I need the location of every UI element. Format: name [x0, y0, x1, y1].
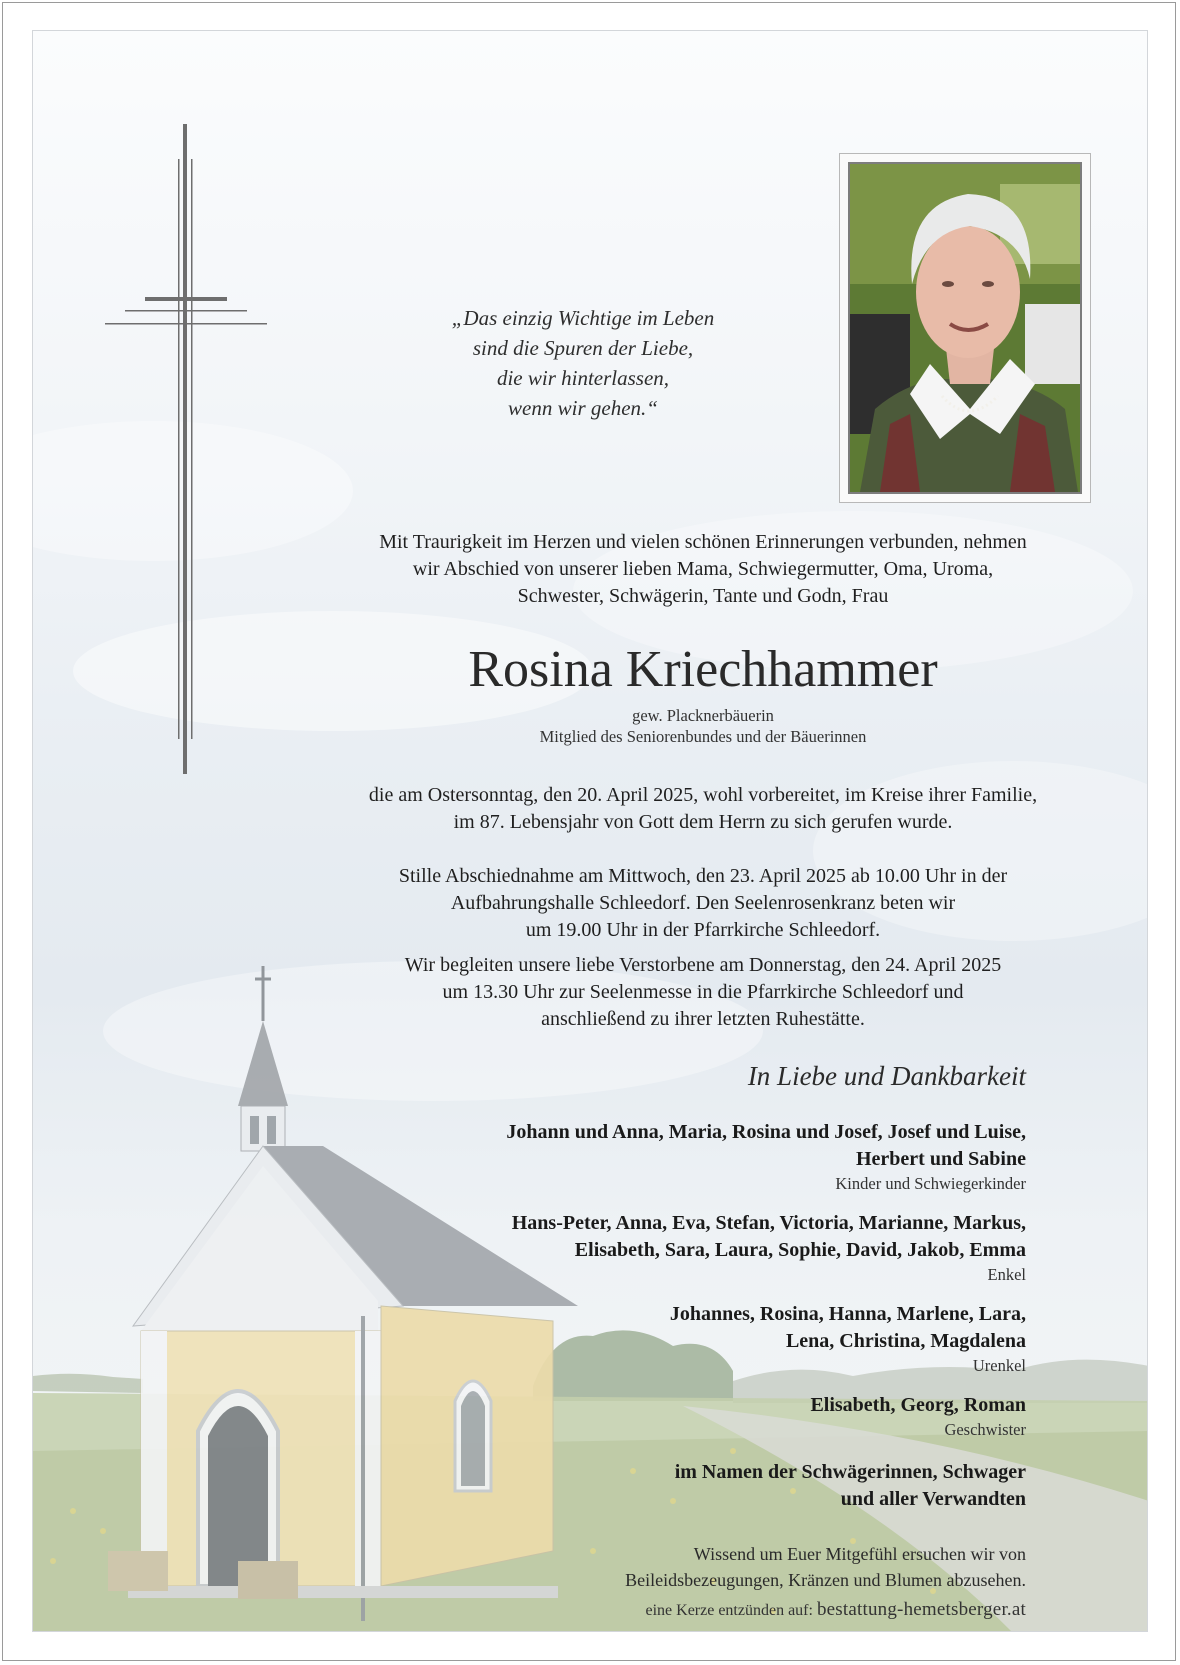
subtitle-line: gew. Placknerbäuerin — [632, 706, 774, 725]
closing-note — [625, 1541, 1026, 1593]
mourners-heading: In Liebe und Dankbarkeit — [747, 1061, 1026, 1091]
mourner-role: Enkel — [987, 1265, 1026, 1284]
death-notice-line: im 87. Lebensjahr von Gott dem Herrn zu sich gerufen wurde. — [453, 811, 953, 833]
mourner-group — [512, 1210, 1026, 1285]
portrait-image — [850, 164, 1080, 492]
intro-line: Mit Traurigkeit im Herzen und vielen schönen Erinnerungen verbunden, nehmen — [379, 531, 1027, 553]
mourner-group — [670, 1301, 1026, 1376]
mourner-role: Urenkel — [972, 1356, 1026, 1375]
quote-line: wenn wir gehen.“ — [508, 396, 658, 420]
intro-paragraph — [303, 529, 1103, 610]
memorial-quote — [403, 303, 763, 423]
mourner-names: Lena, Christina, Magdalena — [785, 1330, 1026, 1352]
subtitle-line: Mitglied des Seniorenbundes und der Bäuerinnen — [539, 727, 867, 746]
quote-line: die wir hinterlassen, — [496, 366, 670, 390]
mourner-names: Elisabeth, Sara, Laura, Sophie, David, Jakob, Emma — [574, 1239, 1026, 1261]
mourner-names: Johannes, Rosina, Hanna, Marlene, Lara, — [669, 1303, 1026, 1325]
viewing-line: Stille Abschiednahme am Mittwoch, den 23. April 2025 ab 10.00 Uhr in der — [398, 865, 1008, 887]
mourner-group — [675, 1459, 1026, 1513]
funeral-line: anschließend zu ihrer letzten Ruhestätte. — [541, 1008, 865, 1030]
mourner-names: Elisabeth, Georg, Roman — [810, 1394, 1026, 1416]
viewing-line: Aufbahrungshalle Schleedorf. Den Seelenrosenkranz beten wir — [450, 892, 956, 914]
mourner-group — [810, 1392, 1026, 1440]
footer — [645, 1598, 1026, 1623]
closing-line: Beileidsbezeugungen, Kränzen und Blumen abzusehen. — [625, 1570, 1026, 1590]
mourner-names: Johann und Anna, Maria, Rosina und Josef, Josef und Luise, — [506, 1121, 1026, 1143]
death-notice — [303, 782, 1103, 836]
viewing-notice — [303, 863, 1103, 944]
website-link[interactable]: bestattung-hemetsberger.at — [816, 1599, 1026, 1620]
viewing-line: um 19.00 Uhr in der Pfarrkirche Schleedorf. — [525, 919, 881, 941]
mourner-names: Herbert und Sabine — [855, 1148, 1026, 1170]
mourner-role: Kinder und Schwiegerkinder — [835, 1174, 1026, 1193]
death-notice-line: die am Ostersonntag, den 20. April 2025, wohl vorbereitet, im Kreise ihrer Familie, — [368, 784, 1038, 806]
deceased-subtitle — [303, 705, 1103, 747]
quote-line: sind die Spuren der Liebe, — [472, 336, 694, 360]
quote-line: „Das einzig Wichtige im Leben — [451, 306, 715, 330]
portrait-frame — [839, 153, 1091, 503]
mourner-names: Hans-Peter, Anna, Eva, Stefan, Victoria, Marianne, Markus, — [511, 1212, 1026, 1234]
intro-line: wir Abschied von unserer lieben Mama, Schwiegermutter, Oma, Uroma, — [412, 558, 994, 580]
funeral-line: Wir begleiten unsere liebe Verstorbene am Donnerstag, den 24. April 2025 — [404, 954, 1002, 976]
obituary-card — [32, 30, 1148, 1632]
closing-line: Wissend um Euer Mitgefühl ersuchen wir von — [693, 1544, 1026, 1564]
portrait-photo — [848, 162, 1082, 494]
mourner-names: im Namen der Schwägerinnen, Schwager — [674, 1461, 1026, 1483]
mourner-role: Geschwister — [944, 1420, 1026, 1439]
footer-prefix: eine Kerze entzünden auf: — [645, 1602, 813, 1619]
mourner-names: und aller Verwandten — [840, 1488, 1026, 1510]
deceased-name: Rosina Kriechhammer — [468, 641, 938, 698]
mourner-group — [506, 1119, 1026, 1194]
intro-line: Schwester, Schwägerin, Tante und Godn, Frau — [517, 585, 889, 607]
funeral-line: um 13.30 Uhr zur Seelenmesse in die Pfarrkirche Schleedorf und — [442, 981, 964, 1003]
funeral-notice — [303, 952, 1103, 1033]
